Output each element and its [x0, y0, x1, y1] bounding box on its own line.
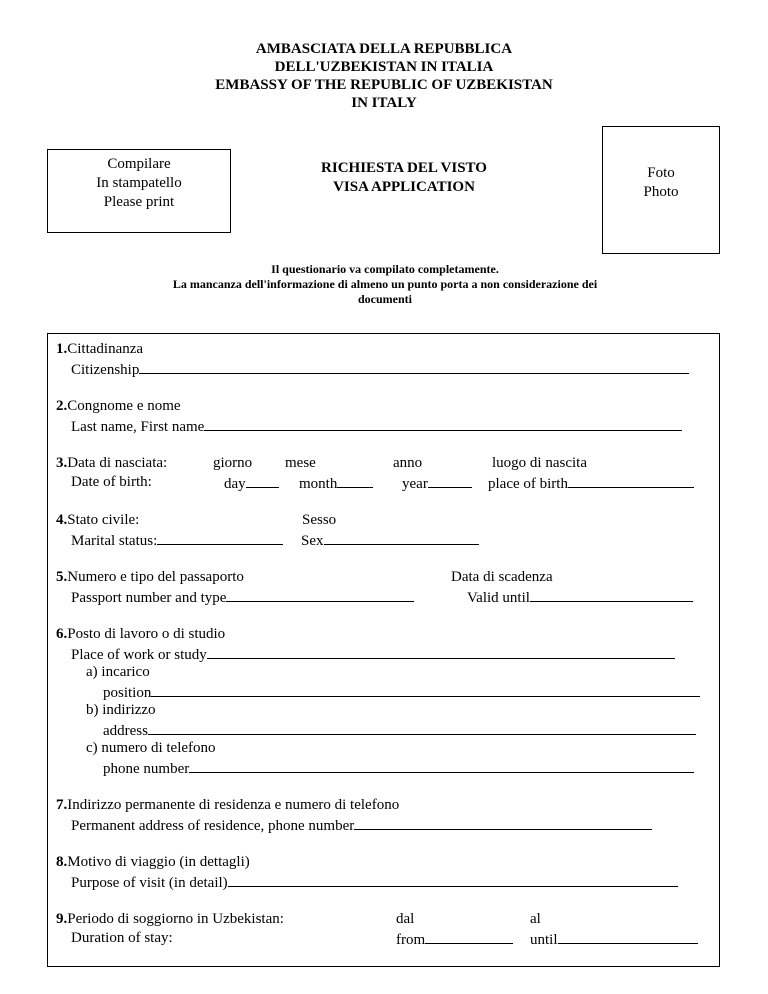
label-text: address: [103, 723, 148, 739]
marital-status-input[interactable]: [157, 530, 283, 545]
field-number: 2.: [56, 398, 68, 414]
from-label-en: [396, 929, 513, 950]
header-line: IN ITALY: [351, 95, 417, 111]
purpose-input[interactable]: [228, 872, 678, 887]
form-title: [264, 159, 544, 197]
year-label-en: [402, 473, 472, 494]
passport-number-input[interactable]: [226, 587, 414, 602]
phone-label-en: [103, 758, 694, 779]
label-text: Posto di lavoro o di studio: [67, 626, 226, 642]
year-label-it: anno: [393, 455, 423, 471]
print-box-line: In stampatello: [96, 175, 182, 191]
field-1-label-en: [71, 359, 689, 380]
title-line: RICHIESTA DEL VISTO: [321, 160, 487, 176]
field-number: 4.: [56, 512, 68, 528]
place-of-birth-input[interactable]: [568, 473, 694, 488]
label-text: Purpose of visit (in detail): [71, 875, 228, 891]
label-text: Permanent address of residence, phone number: [71, 818, 355, 834]
field-5-label-en: [71, 587, 414, 608]
day-label-en: [224, 473, 279, 494]
label-text: Citizenship: [71, 362, 140, 378]
header-line: AMBASCIATA DELLA REPUBBLICA: [255, 41, 513, 57]
field-number: 3.: [56, 455, 68, 471]
year-input[interactable]: [428, 473, 472, 488]
permanent-address-input[interactable]: [354, 815, 652, 830]
label-text: month: [299, 476, 338, 492]
label-text: Numero e tipo del passaporto: [67, 569, 244, 585]
day-input[interactable]: [246, 473, 279, 488]
label-text: place of birth: [488, 476, 568, 492]
field-7-label-it: [56, 796, 399, 815]
label-text: year: [402, 476, 428, 492]
stay-until-input[interactable]: [558, 929, 698, 944]
print-box-line: Please print: [103, 194, 175, 210]
field-number: 8.: [56, 854, 68, 870]
field-3-label-en: Date of birth:: [71, 474, 152, 490]
field-6-label-it: [56, 625, 225, 644]
label-text: Sex: [301, 533, 324, 549]
until-label-en: [530, 929, 698, 950]
label-text: Valid until: [467, 590, 530, 606]
label-text: day: [224, 476, 246, 492]
field-5-label-it: [56, 568, 244, 587]
valid-until-label-en: [467, 587, 693, 608]
place-label-en: [488, 473, 694, 494]
name-input[interactable]: [204, 416, 682, 431]
field-number: 7.: [56, 797, 68, 813]
label-text: Periodo di soggiorno in Uzbekistan:: [67, 911, 284, 927]
photo-label: Foto: [647, 165, 675, 181]
label-text: from: [396, 932, 426, 948]
position-input[interactable]: [151, 682, 700, 697]
day-label-it: giorno: [213, 455, 253, 471]
please-print-box: [47, 149, 231, 233]
field-7-label-en: [71, 815, 652, 836]
notice-line: La mancanza dell'informazione di almeno un punto porta a non considerazione dei: [172, 277, 598, 291]
print-box-line: Compilare: [107, 156, 171, 172]
label-text: Indirizzo permanente di residenza e numero di telefono: [67, 797, 400, 813]
embassy-header: [0, 40, 768, 112]
place-label-it: luogo di nascita: [492, 455, 587, 471]
label-text: until: [530, 932, 558, 948]
passport-expiry-input[interactable]: [530, 587, 693, 602]
position-label-it: a) incarico: [86, 664, 150, 680]
phone-label-it: c) numero di telefono: [86, 740, 216, 756]
label-text: Last name, First name: [71, 419, 205, 435]
header-line: DELL'UZBEKISTAN IN ITALIA: [274, 59, 494, 75]
label-text: Motivo di viaggio (in dettagli): [67, 854, 250, 870]
label-text: Data di nasciata:: [67, 455, 168, 471]
label-text: Congnome e nome: [67, 398, 181, 414]
field-9-label-it: [56, 910, 284, 929]
label-text: Marital status:: [71, 533, 158, 549]
position-label-en: [103, 682, 700, 703]
field-9-label-en: Duration of stay:: [71, 930, 173, 946]
photo-box[interactable]: [602, 126, 720, 254]
address-label-it: b) indirizzo: [86, 702, 156, 718]
title-line: VISA APPLICATION: [333, 179, 475, 195]
label-text: Stato civile:: [67, 512, 140, 528]
label-text: Place of work or study: [71, 647, 207, 663]
month-label-en: [299, 473, 373, 494]
sex-label-it: Sesso: [302, 512, 337, 528]
workplace-input[interactable]: [207, 644, 675, 659]
field-number: 6.: [56, 626, 68, 642]
completion-notice: [60, 262, 710, 307]
until-label-it: al: [530, 911, 541, 927]
label-text: Cittadinanza: [67, 341, 144, 357]
field-1-label-it: [56, 340, 143, 359]
stay-from-input[interactable]: [425, 929, 513, 944]
label-text: phone number: [103, 761, 190, 777]
photo-label: Photo: [643, 184, 679, 200]
field-number: 1.: [56, 341, 68, 357]
work-address-input[interactable]: [148, 720, 696, 735]
month-input[interactable]: [337, 473, 373, 488]
valid-until-label-it: Data di scadenza: [451, 569, 553, 585]
notice-line: Il questionario va compilato completamente.: [271, 262, 499, 276]
field-4-label-it: [56, 511, 139, 530]
field-3-label-it: [56, 454, 167, 473]
from-label-it: dal: [396, 911, 415, 927]
header-line: EMBASSY OF THE REPUBLIC OF UZBEKISTAN: [215, 77, 553, 93]
field-8-label-it: [56, 853, 250, 872]
notice-line: documenti: [358, 292, 412, 306]
label-text: position: [103, 685, 152, 701]
address-label-en: [103, 720, 696, 741]
field-4-label-en: [71, 530, 283, 551]
field-number: 9.: [56, 911, 68, 927]
field-6-label-en: [71, 644, 675, 665]
sex-input[interactable]: [324, 530, 479, 545]
label-text: Passport number and type: [71, 590, 227, 606]
sex-label-en: [301, 530, 479, 551]
month-label-it: mese: [285, 455, 316, 471]
field-2-label-en: [71, 416, 682, 437]
field-2-label-it: [56, 397, 181, 416]
field-number: 5.: [56, 569, 68, 585]
field-8-label-en: [71, 872, 678, 893]
citizenship-input[interactable]: [139, 359, 689, 374]
work-phone-input[interactable]: [189, 758, 694, 773]
